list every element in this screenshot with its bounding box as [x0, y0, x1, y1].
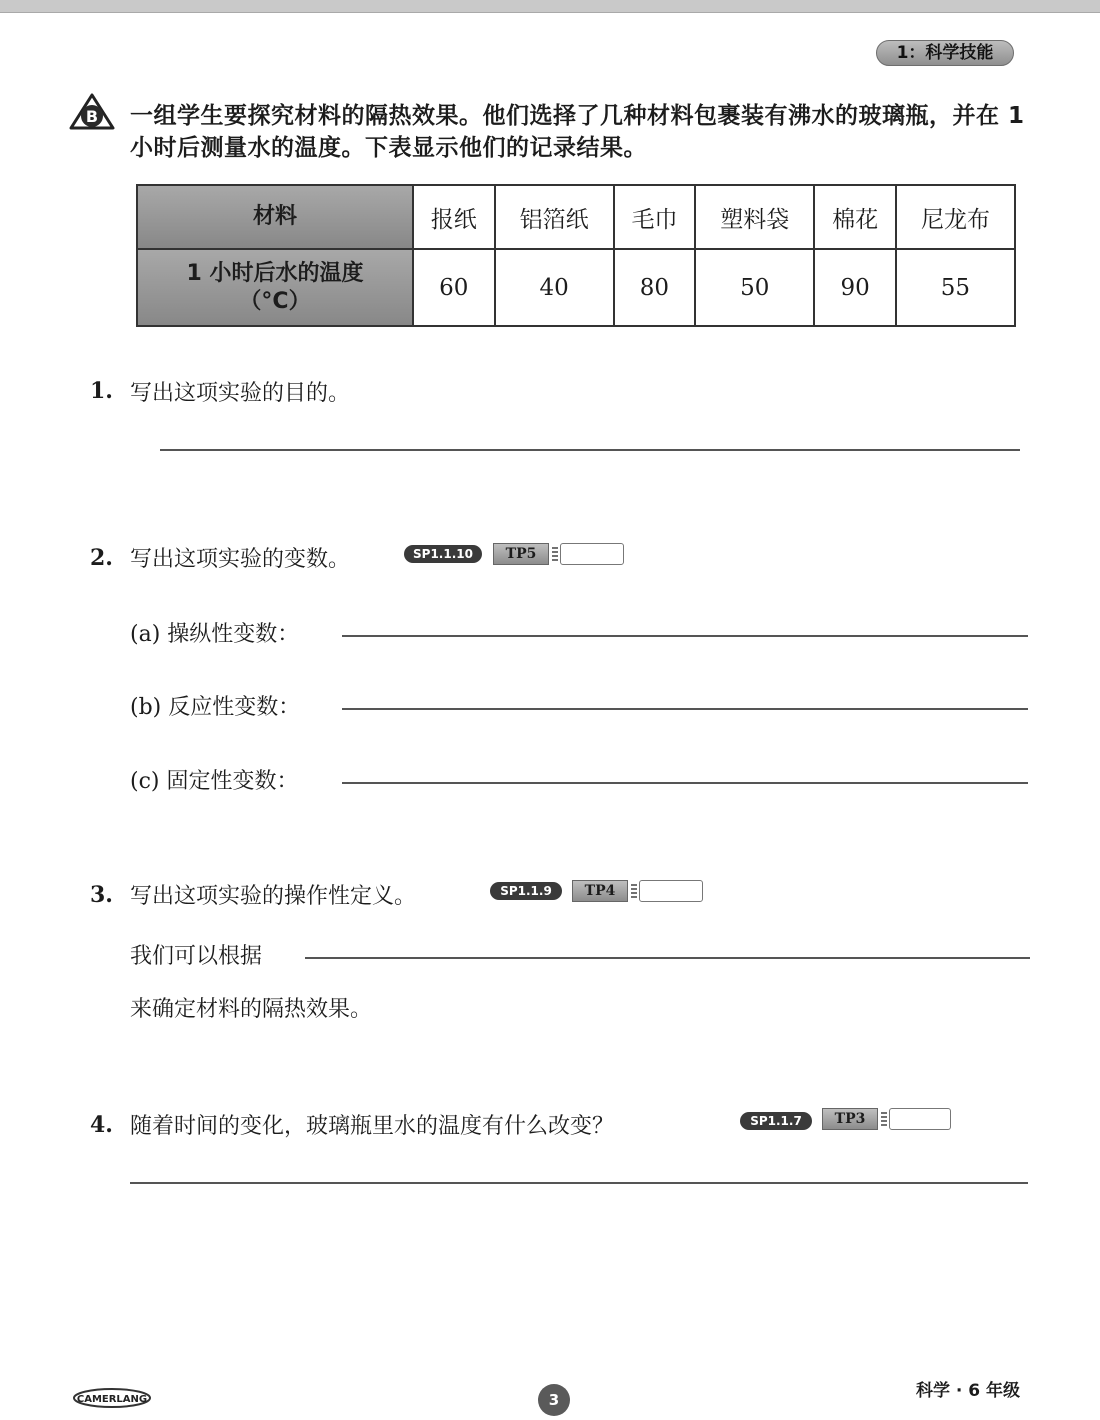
- tp-level-badge: TP3: [822, 1108, 878, 1130]
- temperature-cell: 90: [814, 249, 896, 326]
- tp-level-badge: TP5: [493, 543, 549, 565]
- temperature-cell: 55: [896, 249, 1015, 326]
- question-3-number: 3.: [90, 882, 113, 908]
- page-number: 3: [538, 1384, 570, 1416]
- top-scan-edge: [0, 0, 1100, 13]
- temperature-cell: 60: [413, 249, 495, 326]
- temperature-cell: 40: [495, 249, 614, 326]
- q2-label-responding: (b) 反应性变数：: [130, 695, 301, 720]
- question-2-text: 写出这项实验的变数。: [130, 547, 351, 572]
- skill-code-badge: SP1.1.7: [740, 1112, 812, 1130]
- answer-line-q2c[interactable]: [342, 782, 1028, 784]
- question-2-number: 2.: [90, 545, 113, 571]
- material-cell: 尼龙布: [896, 185, 1015, 249]
- answer-line-q1[interactable]: [160, 449, 1020, 451]
- q2-label-manipulated: (a) 操纵性变数：: [130, 622, 300, 647]
- answer-line-q2a[interactable]: [342, 635, 1028, 637]
- q3-sentence-start: 我们可以根据: [130, 944, 263, 969]
- footer-subject: 科学 · 6 年级: [916, 1381, 1021, 1401]
- temperature-cell: 50: [695, 249, 814, 326]
- publisher-logo: [72, 1384, 152, 1410]
- question-1-text: 写出这项实验的目的。: [130, 381, 351, 406]
- material-cell: 塑料袋: [695, 185, 814, 249]
- material-cell: 报纸: [413, 185, 495, 249]
- chapter-tab: 1：科学技能: [876, 40, 1014, 66]
- question-4-number: 4.: [90, 1112, 113, 1138]
- material-cell: 铝箔纸: [495, 185, 614, 249]
- section-intro: 一组学生要探究材料的隔热效果。他们选择了几种材料包裹装有沸水的玻璃瓶，并在 1 小时后测量水的温度。下表显示他们的记录结果。: [130, 103, 1025, 161]
- question-1-number: 1.: [90, 378, 113, 404]
- table-row-materials: [137, 185, 1015, 249]
- grip-icon: [880, 1108, 888, 1130]
- tp-score-box[interactable]: [889, 1108, 951, 1130]
- answer-line-q3[interactable]: [305, 957, 1030, 959]
- skill-code-badge: SP1.1.9: [490, 882, 562, 900]
- answer-line-q4[interactable]: [130, 1182, 1028, 1184]
- material-cell: 棉花: [814, 185, 896, 249]
- q2-label-constant: (c) 固定性变数：: [130, 769, 299, 794]
- row-header-material: 材料: [137, 185, 413, 249]
- row-header-temperature: [137, 249, 413, 326]
- badge-letter: B: [85, 107, 99, 126]
- question-4-text: 随着时间的变化，玻璃瓶里水的温度有什么改变？: [130, 1114, 615, 1139]
- grip-icon: [551, 543, 559, 565]
- tp-level-badge: TP4: [572, 880, 628, 902]
- material-cell: 毛巾: [614, 185, 696, 249]
- temperature-cell: 80: [614, 249, 696, 326]
- skill-code-badge: SP1.1.10: [404, 545, 482, 563]
- q3-sentence-end: 来确定材料的隔热效果。: [130, 997, 373, 1022]
- row-header-temperature-line2: （°C）: [239, 288, 311, 314]
- section-b-badge: [68, 92, 116, 132]
- tp-score-box[interactable]: [560, 543, 624, 565]
- grip-icon: [630, 880, 638, 902]
- table-row-temperatures: [137, 249, 1015, 326]
- answer-line-q2b[interactable]: [342, 708, 1028, 710]
- results-table: [136, 184, 1016, 327]
- row-header-temperature-line1: 1 小时后水的温度: [186, 260, 364, 286]
- question-3-text: 写出这项实验的操作性定义。: [130, 884, 417, 909]
- tp-score-box[interactable]: [639, 880, 703, 902]
- publisher-logo-text: CAMERLANG: [76, 1394, 148, 1405]
